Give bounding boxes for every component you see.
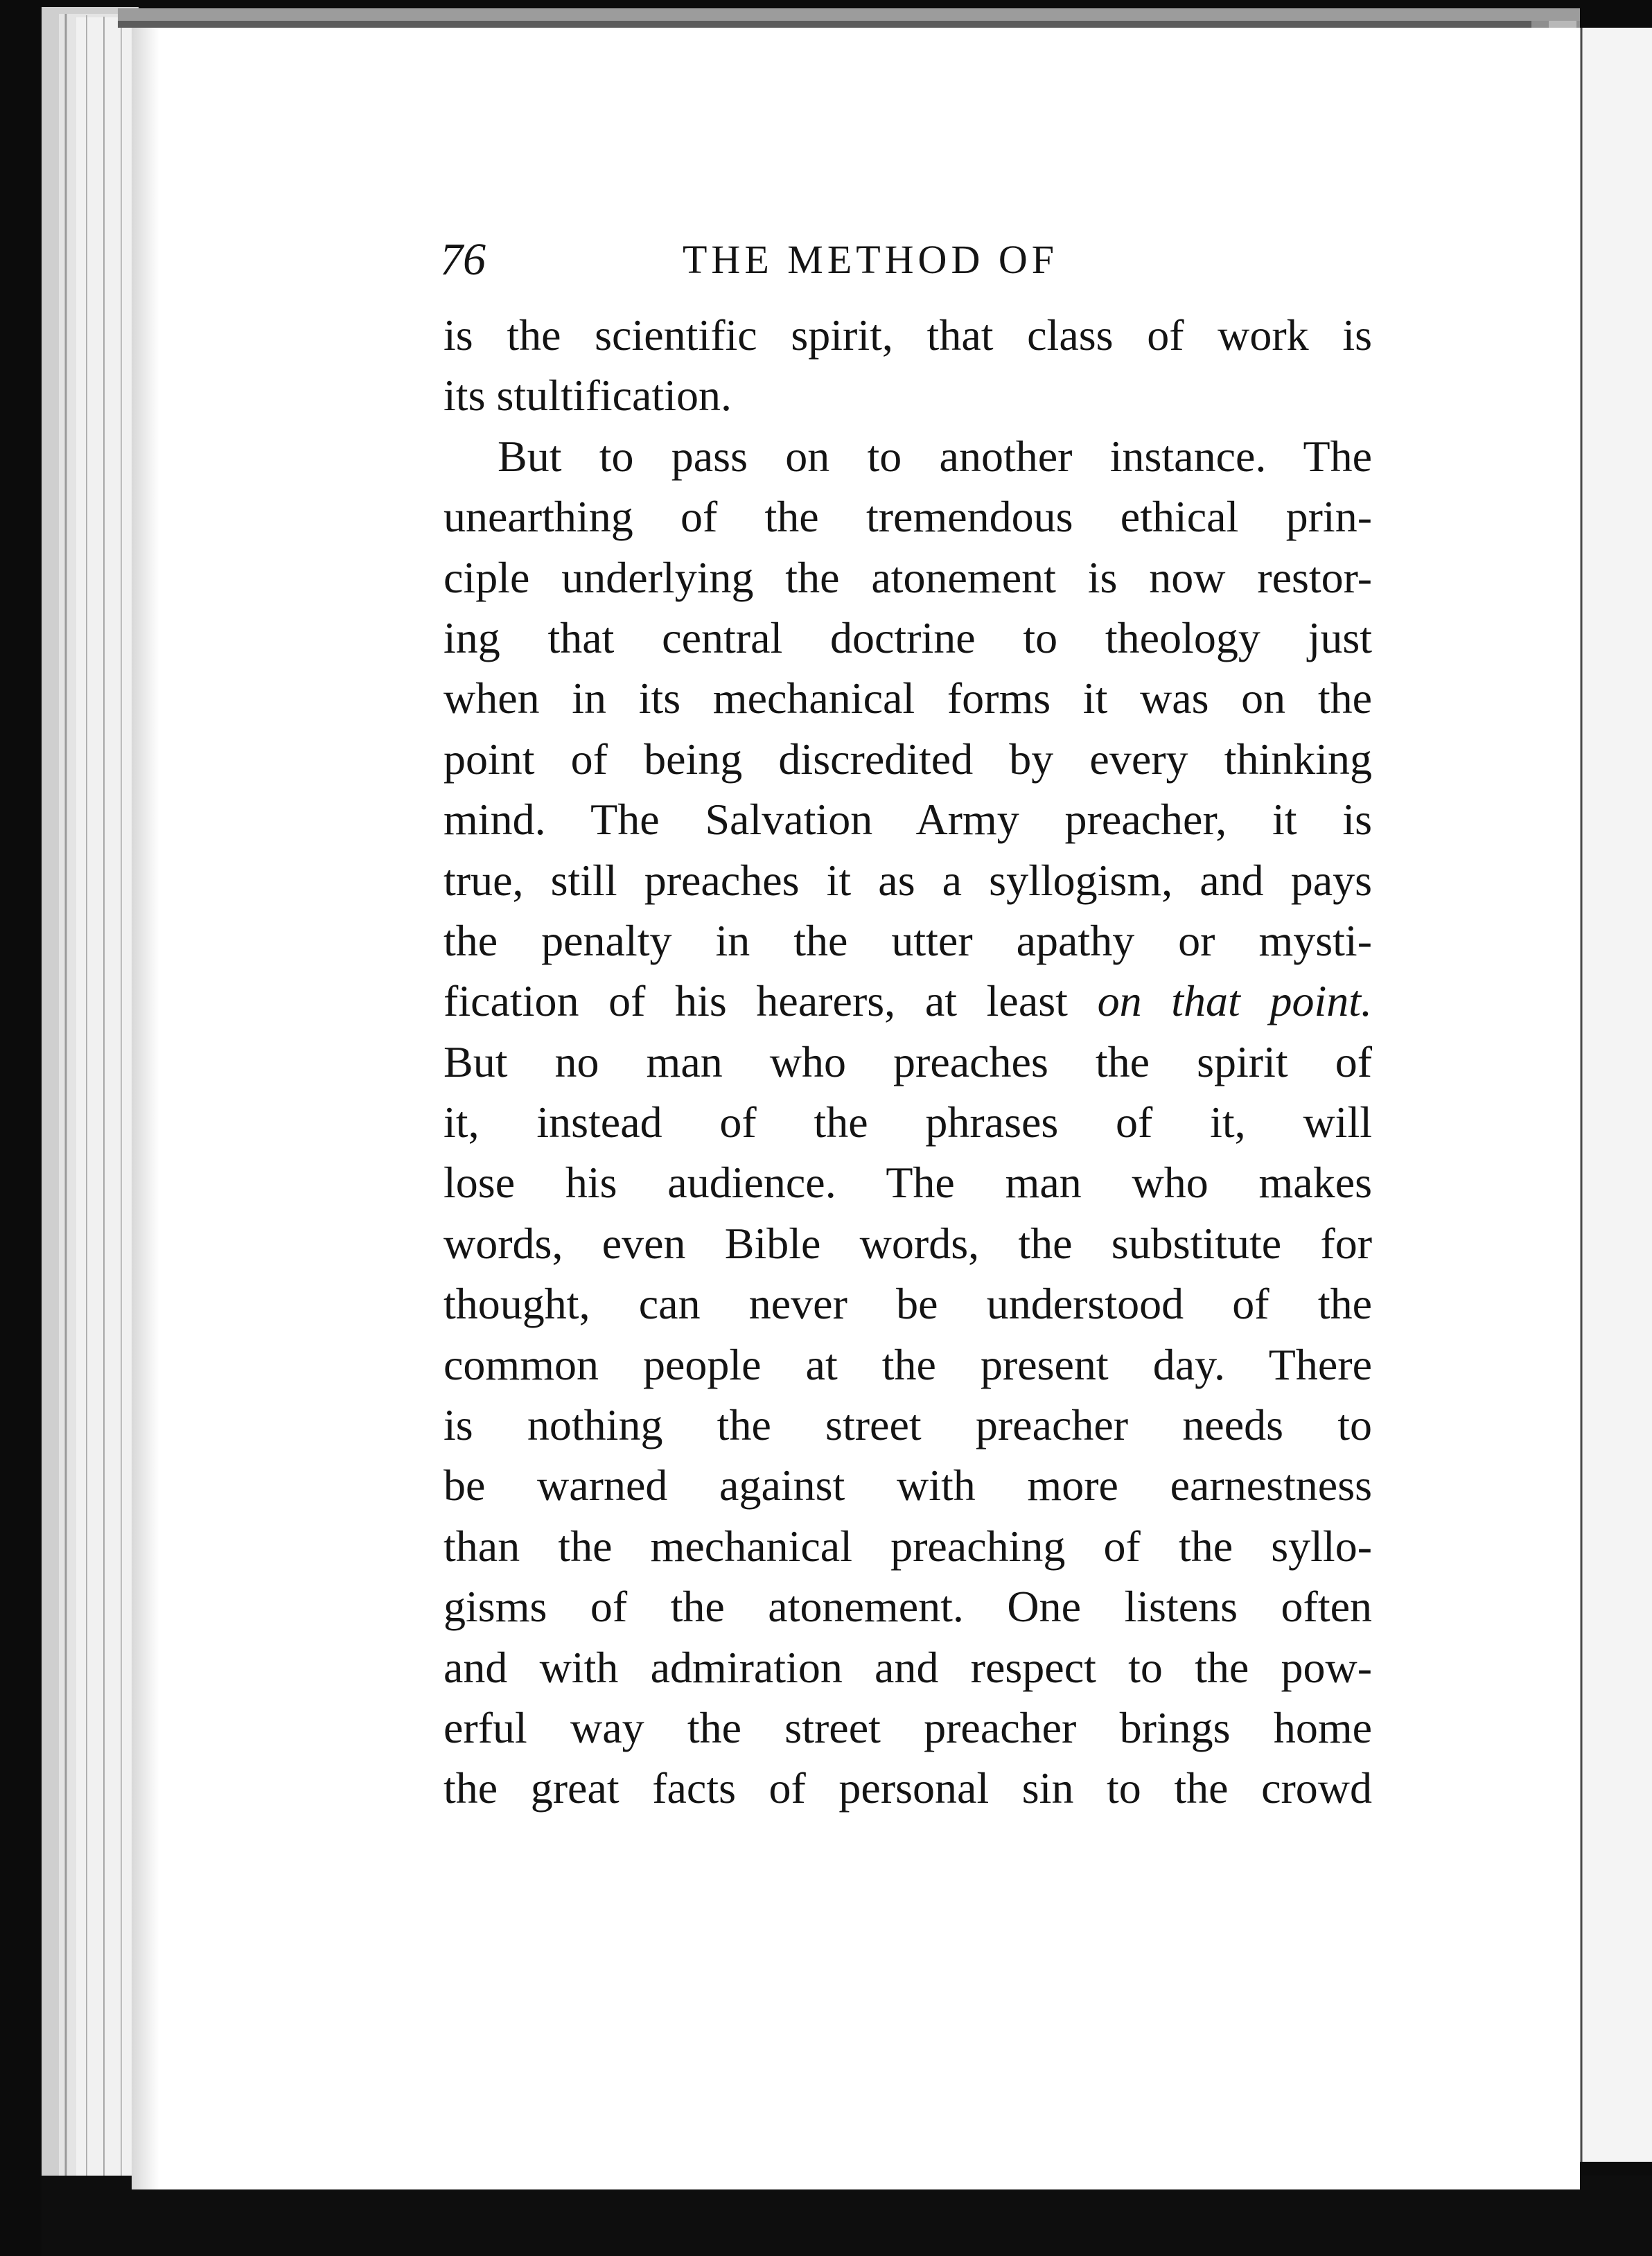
text-line: the penalty in the utter apathy or mysti- [443,915,1372,965]
text-line: ciple underlying the atonement is now restor- [443,552,1372,602]
text-segment: fication of his hearers, at least [443,976,1098,1026]
body-text [443,305,1372,1819]
running-head [440,229,1369,291]
text-line: unearthing of the tremendous ethical prin- [443,492,1372,542]
text-line: mind. The Salvation Army preacher, it is [443,795,1372,845]
text-line: erful way the street preacher brings home [443,1702,1372,1752]
text-line: true, still preaches it as a syllogism, and pays [443,855,1372,905]
page-number: 76 [440,234,486,285]
text-line: ing that central doctrine to theology just [443,613,1372,662]
text-line: is the scientific spirit, that class of work is [443,310,1372,360]
text-line: thought, can never be understood of the [443,1279,1372,1329]
italic-phrase: on that point. [1097,976,1372,1026]
text-line: than the mechanical preaching of the syllo- [443,1521,1372,1571]
text-line: its stultification. [443,371,732,421]
text-line: the great facts of personal sin to the crowd [443,1763,1372,1813]
text-line: be warned against with more earnestness [443,1461,1372,1510]
text-line: But no man who preaches the spirit of [443,1037,1372,1086]
text-line: common people at the present day. There [443,1339,1372,1389]
running-head-title: THE METHOD OF [683,237,1058,282]
text-line: it, instead of the phrases of it, will [443,1098,1372,1147]
text-line: lose his audience. The man who makes [443,1158,1372,1208]
text-line: gisms of the atonement. One listens often [443,1582,1372,1632]
text-line: is nothing the street preacher needs to [443,1400,1372,1450]
text-line-paragraph-start: But to pass on to another instance. The [498,431,1372,481]
text-line: and with admiration and respect to the pow- [443,1642,1372,1692]
text-line: words, even Bible words, the substitute for [443,1218,1372,1268]
page-gutter-shadow [132,28,159,2189]
text-line-with-italic [443,971,1372,1031]
text-line: point of being discredited by every thinking [443,734,1372,784]
text-line: when in its mechanical forms it was on the [443,673,1372,723]
